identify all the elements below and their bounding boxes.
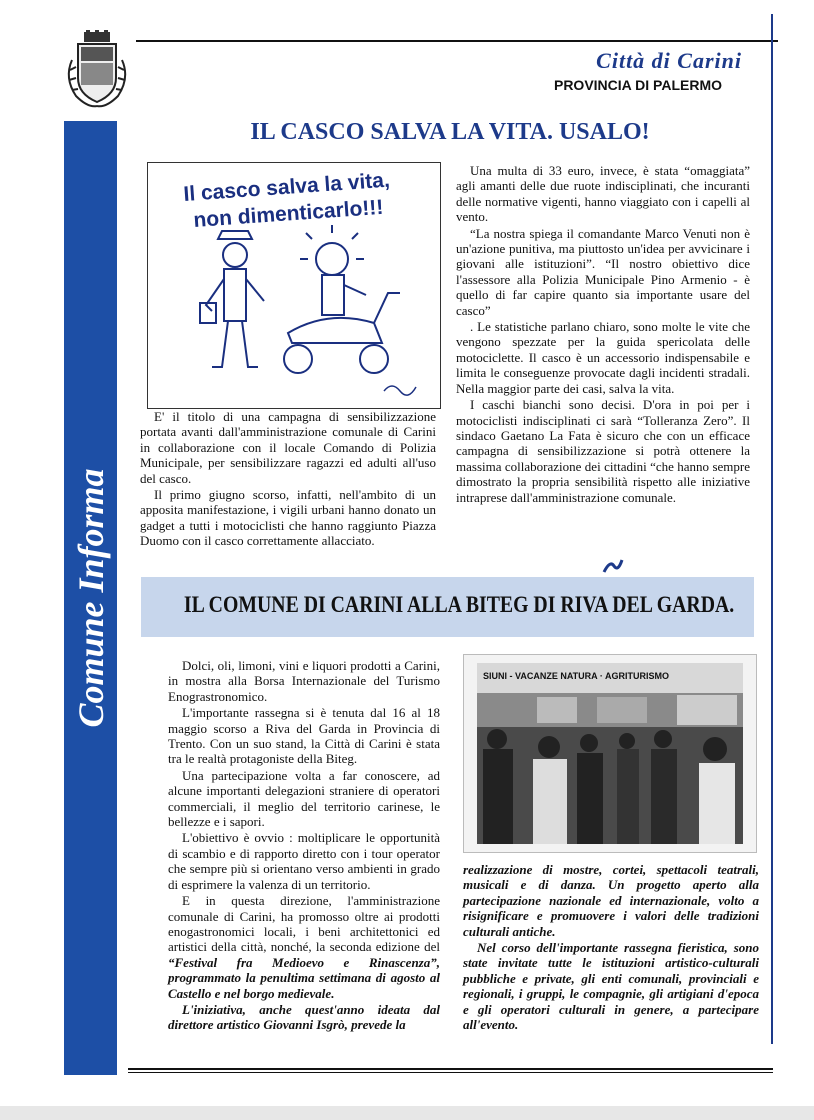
article1-column-right [456,163,750,506]
paragraph-text: E in questa direzione, l'amministrazione comunale di Carini, ha promosso oltre ai prodotti enogastronomici locali, i beni architettonici ed artistici della città, nonché, la seconda edizione del [168,893,440,955]
article1-title: IL CASCO SALVA LA VITA. USALO! [250,119,650,145]
coat-of-arms-icon [62,30,132,112]
article2-title: IL COMUNE DI CARINI ALLA BITEG DI RIVA DEL GARDA. [183,592,735,617]
paragraph: realizzazione di mostre, cortei, spettacoli teatrali, musicali e di danza. Un progetto aperto alla partecipazione nazionale ed internazionale, volto a risignificare e promuovere i valori delle tradizioni culturali antiche. [463,862,759,939]
event-photo [477,663,743,844]
article1-column-left [140,409,436,550]
policeman-figure [200,231,264,367]
sidebar-band [64,121,117,1075]
header-rule [136,40,778,42]
paragraph: L'obiettivo è ovvio : moltiplicare le opportunità di scambio e di rapporto diretto con i tour operator che sempre più si orientano verso ambienti in grado di esprimere la valenza di un territorio. [168,830,440,892]
article2-title-banner [141,577,754,637]
event-photo-frame [463,654,757,853]
paragraph: Il primo giugno scorso, infatti, nell'ambito di un apposita manifestazione, i vigili urbani hanno donato un gadget a tutti i motociclisti che hanno raggiunto Piazza Duomo con il casco correttamente allacciato. [140,487,436,549]
article2-column-left [168,658,440,1034]
paragraph: L'importante rassegna si è tenuta dal 16 al 18 maggio scorso a Riva del Garda in Provincia di Trento. Con un suo stand, la Città di Carini è stata tra le realtà protagoniste della Biteg. [168,705,440,767]
paragraph: Nel corso dell'importante rassegna fieristica, sono state invitate tutte le istituzioni artistico-culturali pubbliche e private, gli enti comunali, provinciali e regionali, i gruppi, le compagnie, gli artigiani d'epoca e gli operatori culturali in genere, a partecipare all'evento. [463,940,759,1033]
cartoon-illustration [147,162,441,409]
paragraph: I caschi bianchi sono decisi. D'ora in poi per i motociclisti indisciplinati ci sarà “Tolleranza Zero”. Il sindaco Gaetano La Fata è sicuro che con un efficace campagna di sensibilizzazione si potrà ottenere la massima collaborazione dei cittadini “che hanno sempre dimostrato la propria sensibilità rispetto alle iniziative intraprese dall'amministrazione comunale. [456,397,750,505]
artist-signature-icon [384,386,416,395]
stand-sign-text: SIUNI - VACANZE NATURA · AGRITURISMO [483,671,669,681]
paragraph: E' il titolo di una campagna di sensibilizzazione portata avanti dall'amministrazione comunale di Carini in collaborazione con il locale Comando di Polizia Municipale, per sensibilizzare ragazzi ed adulti all'uso del casco. [140,409,436,486]
footer-rule [128,1068,773,1070]
paragraph: “La nostra spiega il comandante Marco Venuti non è un'azione punitiva, ma piuttosto un'idea per avvicinare i giovani alle istituzioni”. “Il nostro obiettivo dice l'assessore alla Polizia Municipale Pino Armenio - è quello di far capire quanto sia importante usare del casco” [456,225,750,318]
cartoon-caption-line1: Il casco salva la vita, [182,168,391,206]
cartoon-caption-line2: non dimenticarlo!!! [192,195,385,232]
scan-edge-strip [0,1106,814,1120]
paragraph: Una multa di 33 euro, invece, è stata “omaggiata” agli amanti delle due ruote indisciplinati, che incuranti delle normative vigenti, hanno viaggiato con i capelli al vento. [456,163,750,225]
paragraph: Dolci, oli, limoni, vini e liquori prodotti a Carini, in mostra alla Borsa Internazionale del Turismo Enograstronomico. [168,658,440,704]
ink-mark-icon [602,558,624,579]
paragraph: Una partecipazione volta a far conoscere, ad alcune importanti delegazioni straniere di operatori commerciali, il meglio del territorio carinese, le bellezze e i sapori. [168,767,440,830]
scooter-rider-figure [284,225,400,373]
paragraph [168,893,440,1001]
paragraph: L'iniziativa, anche quest'anno ideata dal direttore artistico Giovanni Isgrò, prevede la [168,1001,440,1033]
city-name: Città di Carini [596,48,742,73]
sidebar-label: Comune Informa [70,468,111,728]
right-border-rule [771,14,773,1044]
paragraph: . Le statistiche parlano chiaro, sono molte le vite che vengono spezzate per la guida spericolata delle motociclette. Il casco è un accessorio indispensabile e limita le conseguenze provocate dagli incidenti stradali. Nella maggior parte dei casi, salva la vita. [456,319,750,396]
article2-column-right [463,862,759,1033]
province-name: PROVINCIA DI PALERMO [553,77,722,93]
festival-name: “Festival fra Medioevo e Rinascenza”, programmato la penultima settimana di agosto al Castello e nel borgo medievale. [168,954,440,1001]
footer-rule-thin [128,1072,773,1073]
